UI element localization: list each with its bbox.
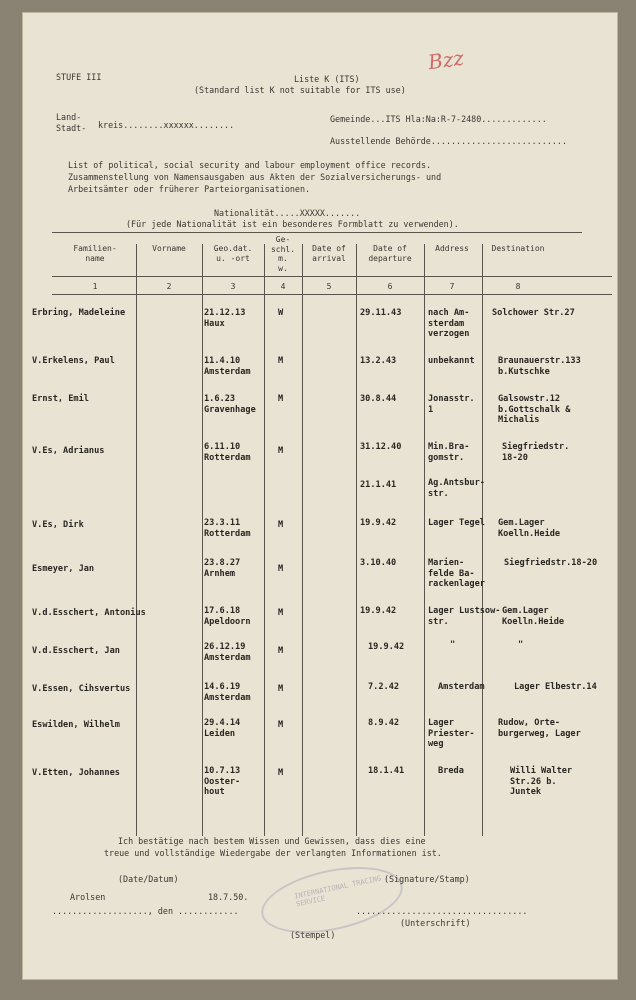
row-departure: 13.2.43 — [360, 356, 397, 366]
row-departure: 18.1.41 — [368, 766, 405, 776]
row-sex: M — [278, 684, 284, 694]
row-address: Breda — [438, 766, 464, 776]
row-destination: " — [518, 640, 524, 650]
col-number: 8 — [515, 282, 521, 291]
row-name: V.d.Esschert, Antonius — [32, 608, 146, 618]
row-address: nach Am- sterdam verzogen — [428, 308, 470, 339]
row-departure: 30.8.44 — [360, 394, 397, 404]
row-destination: Galsowstr.12 b.Gottschalk & Michalis — [498, 394, 571, 425]
row-birth: 1.6.23 Gravenhage — [204, 394, 256, 415]
col-header-birth: Geo.dat. u. -ort — [213, 244, 253, 263]
table-top-rule — [52, 232, 582, 233]
row-departure: 19.9.42 — [368, 642, 405, 652]
row-departure: 3.10.40 — [360, 558, 397, 568]
col-number: 4 — [280, 282, 286, 291]
nationality-field: Nationalität.....XXXXX....... — [214, 208, 361, 218]
row-birth: 10.7.13 Ooster- hout — [204, 766, 241, 797]
col-header-familienname: Familien- name — [73, 244, 117, 263]
stempel-label: (Stempel) — [290, 930, 336, 940]
col-number: 6 — [387, 282, 393, 291]
row-sex: M — [278, 520, 284, 530]
row-sex: M — [278, 646, 284, 656]
row-departure: 7.2.42 — [368, 682, 400, 692]
confirmation-line-1: Ich bestätige nach bestem Wissen und Gewissen, dass dies eine — [118, 836, 426, 846]
row-destination: Siegfriedstr.18-20 — [504, 558, 598, 568]
row-name: V.Etten, Johannes — [32, 768, 120, 778]
row-birth: 11.4.10 Amsterdam — [204, 356, 251, 377]
row-birth: 14.6.19 Amsterdam — [204, 682, 251, 703]
intro-german-1: Zusammenstellung von Namensausgaben aus Akten der Sozialversicherungs- und — [68, 172, 442, 182]
row-birth: 29.4.14 Leiden — [204, 718, 241, 739]
column-divider — [302, 244, 303, 836]
row-address: Min.Bra- gomstr. — [428, 442, 470, 463]
handwritten-mark: Bzz — [426, 45, 466, 75]
row-birth: 21.12.13 Haux — [204, 308, 246, 329]
row-name: V.d.Esschert, Jan — [32, 646, 120, 656]
land-stadt-label: Land- Stadt- — [56, 112, 87, 133]
column-divider — [482, 244, 483, 836]
row-address: unbekannt — [428, 356, 475, 366]
row-address: Amsterdam — [438, 682, 485, 692]
col-header-address: Address — [435, 244, 469, 253]
behoerde-field: Ausstellende Behörde........................... — [330, 136, 567, 146]
place-value: Arolsen — [70, 892, 106, 902]
row-name: Esmeyer, Jan — [32, 564, 95, 574]
row-destination: Braunauerstr.133 b.Kutschke — [498, 356, 581, 377]
intro-english: List of political, social security and labour employment office records. — [68, 160, 432, 170]
row-address: Lager Lustsow- str. — [428, 606, 501, 627]
column-divider — [202, 244, 203, 836]
row-address: " — [450, 640, 456, 650]
col-header-arrival: Date of arrival — [312, 244, 346, 263]
row-birth: 17.6.18 Apeldoorn — [204, 606, 251, 627]
row-address: Marien- felde Ba- rackenlager — [428, 558, 485, 589]
row-name: Eswilden, Wilhelm — [32, 720, 120, 730]
row-address: Lager Priester- weg — [428, 718, 475, 749]
row-sex: M — [278, 768, 284, 778]
row-name: V.Es, Adrianus — [32, 446, 105, 456]
col-number: 2 — [166, 282, 172, 291]
liste-title: Liste K (ITS) — [294, 74, 360, 84]
row-sex: M — [278, 356, 284, 366]
col-header-sex: Ge- schl. m. w. — [270, 235, 296, 273]
row-departure: 19.9.42 — [360, 518, 397, 528]
row-name: Ernst, Emil — [32, 394, 89, 404]
gemeinde-field: Gemeinde...ITS Hla:Na:R-7-2480............. — [330, 114, 547, 124]
row-departure: 21.1.41 — [360, 480, 397, 490]
column-divider — [424, 244, 425, 836]
row-destination: Rudow, Orte- burgerweg, Lager — [498, 718, 581, 739]
place-date-line: ..................., den ............ — [52, 906, 239, 916]
col-header-vorname: Vorname — [152, 244, 186, 253]
row-birth: 26.12.19 Amsterdam — [204, 642, 251, 663]
row-name: V.Es, Dirk — [32, 520, 84, 530]
col-number: 1 — [92, 282, 98, 291]
column-divider — [356, 244, 357, 836]
row-birth: 23.3.11 Rotterdam — [204, 518, 251, 539]
row-departure: 19.9.42 — [360, 606, 397, 616]
kreis-field: kreis........xxxxxx........ — [98, 120, 235, 130]
row-name: Erbring, Madeleine — [32, 308, 126, 318]
signature-line: .................................. — [356, 906, 528, 916]
date-label: (Date/Datum) — [118, 874, 179, 884]
unterschrift-label: (Unterschrift) — [400, 918, 471, 928]
col-header-destination: Destination — [491, 244, 545, 253]
col-number: 3 — [230, 282, 236, 291]
row-birth: 6.11.10 Rotterdam — [204, 442, 251, 463]
row-destination: Willi Walter Str.26 b. Juntek — [510, 766, 573, 797]
row-address: Jonasstr. 1 — [428, 394, 475, 415]
date-value: 18.7.50. — [208, 892, 249, 902]
row-sex: W — [278, 308, 284, 318]
intro-german-2: Arbeitsämter oder früherer Parteiorganisationen. — [68, 184, 311, 194]
column-divider — [136, 244, 137, 836]
row-destination: Solchower Str.27 — [492, 308, 575, 318]
row-sex: M — [278, 564, 284, 574]
row-sex: M — [278, 394, 284, 404]
row-destination: Lager Elbestr.14 — [514, 682, 597, 692]
stamp-text: INTERNATIONAL TRACING SERVICE — [293, 874, 382, 909]
row-departure: 31.12.40 — [360, 442, 402, 452]
liste-subtitle: (Standard list K not suitable for ITS use) — [194, 85, 406, 95]
row-destination: Siegfriedstr. 18-20 — [502, 442, 570, 463]
column-divider — [264, 244, 265, 836]
row-destination: Gem.Lager Koelln.Heide — [502, 606, 565, 627]
col-number: 7 — [449, 282, 455, 291]
signature-label: (Signature/Stamp) — [384, 874, 470, 884]
nationality-note: (Für jede Nationalität ist ein besonderes Formblatt zu verwenden). — [126, 219, 459, 229]
col-number: 5 — [326, 282, 332, 291]
col-header-departure: Date of departure — [368, 244, 412, 263]
row-name: V.Erkelens, Paul — [32, 356, 115, 366]
document-page — [22, 12, 618, 980]
row-address: Ag.Antsbur- str. — [428, 478, 485, 499]
row-birth: 23.8.27 Arnhem — [204, 558, 241, 579]
row-sex: M — [278, 608, 284, 618]
stufe-label: STUFE III — [56, 72, 102, 82]
row-destination: Gem.Lager Koelln.Heide — [498, 518, 561, 539]
row-departure: 8.9.42 — [368, 718, 400, 728]
row-departure: 29.11.43 — [360, 308, 402, 318]
row-sex: M — [278, 446, 284, 456]
row-sex: M — [278, 720, 284, 730]
row-address: Lager Tegel — [428, 518, 485, 528]
row-name: V.Essen, Cihsvertus — [32, 684, 131, 694]
confirmation-line-2: treue und vollständige Wiedergabe der verlangten Informationen ist. — [104, 848, 442, 858]
